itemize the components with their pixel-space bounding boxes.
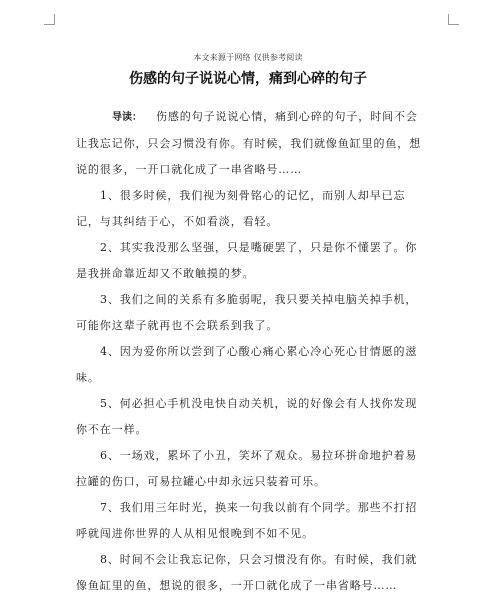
paragraph-6: 6、一场戏，累坏了小丑，笑坏了观众。易拉环拼命地护着易拉罐的伤口，可易拉罐心中却永远只装着可乐。	[76, 449, 418, 488]
intro-paragraph	[76, 104, 422, 183]
crop-mark-top-left	[44, 14, 55, 25]
source-note: 本文来源于网络 仅供参考阅读	[193, 53, 303, 62]
crop-mark-top-right	[448, 14, 459, 25]
paragraph-1: 1、很多时候，我们视为刻骨铭心的记忆，而别人却早已忘记，与其纠结于心，不如看淡，看轻。	[76, 189, 406, 228]
paragraph-5: 5、何必担心手机没电快自动关机，说的好像会有人找你发现你不在一样。	[76, 397, 418, 436]
paragraph-4: 4、因为爱你所以尝到了心酸心痛心累心冷心死心甘情愿的滋味。	[76, 345, 418, 384]
paragraph-2: 2、其实我没那么坚强，只是嘴硬罢了，只是你不懂罢了。你是我拼命靠近却又不敢触摸的梦。	[76, 241, 418, 280]
paragraph-8: 8、时间不会让我忘记你，只会习惯没有你。有时候，我们就像鱼缸里的鱼，想说的很多，一开口就化成了一串省略号……	[76, 553, 418, 592]
intro-text: 伤感的句子说说心情，痛到心碎的句子，时间不会让我忘记你，只会习惯没有你。有时候，我们就像鱼缸里的鱼，想说的很多，一开口就化成了一串省略号……	[76, 110, 422, 176]
document-title: 伤感的句子说说心情，痛到心碎的句子	[129, 71, 367, 87]
paragraph-3: 3、我们之间的关系有多脆弱呢，我只要关掉电脑关掉手机，可能你这辈子就再也不会联系到我了。	[76, 293, 418, 332]
document-body	[76, 104, 422, 599]
intro-label: 导读：	[112, 112, 142, 123]
paragraph-7: 7、我们用三年时光，换来一句我以前有个同学。那些不打招呼就闯进你世界的人从相见恨晚到不如不见。	[76, 501, 418, 540]
